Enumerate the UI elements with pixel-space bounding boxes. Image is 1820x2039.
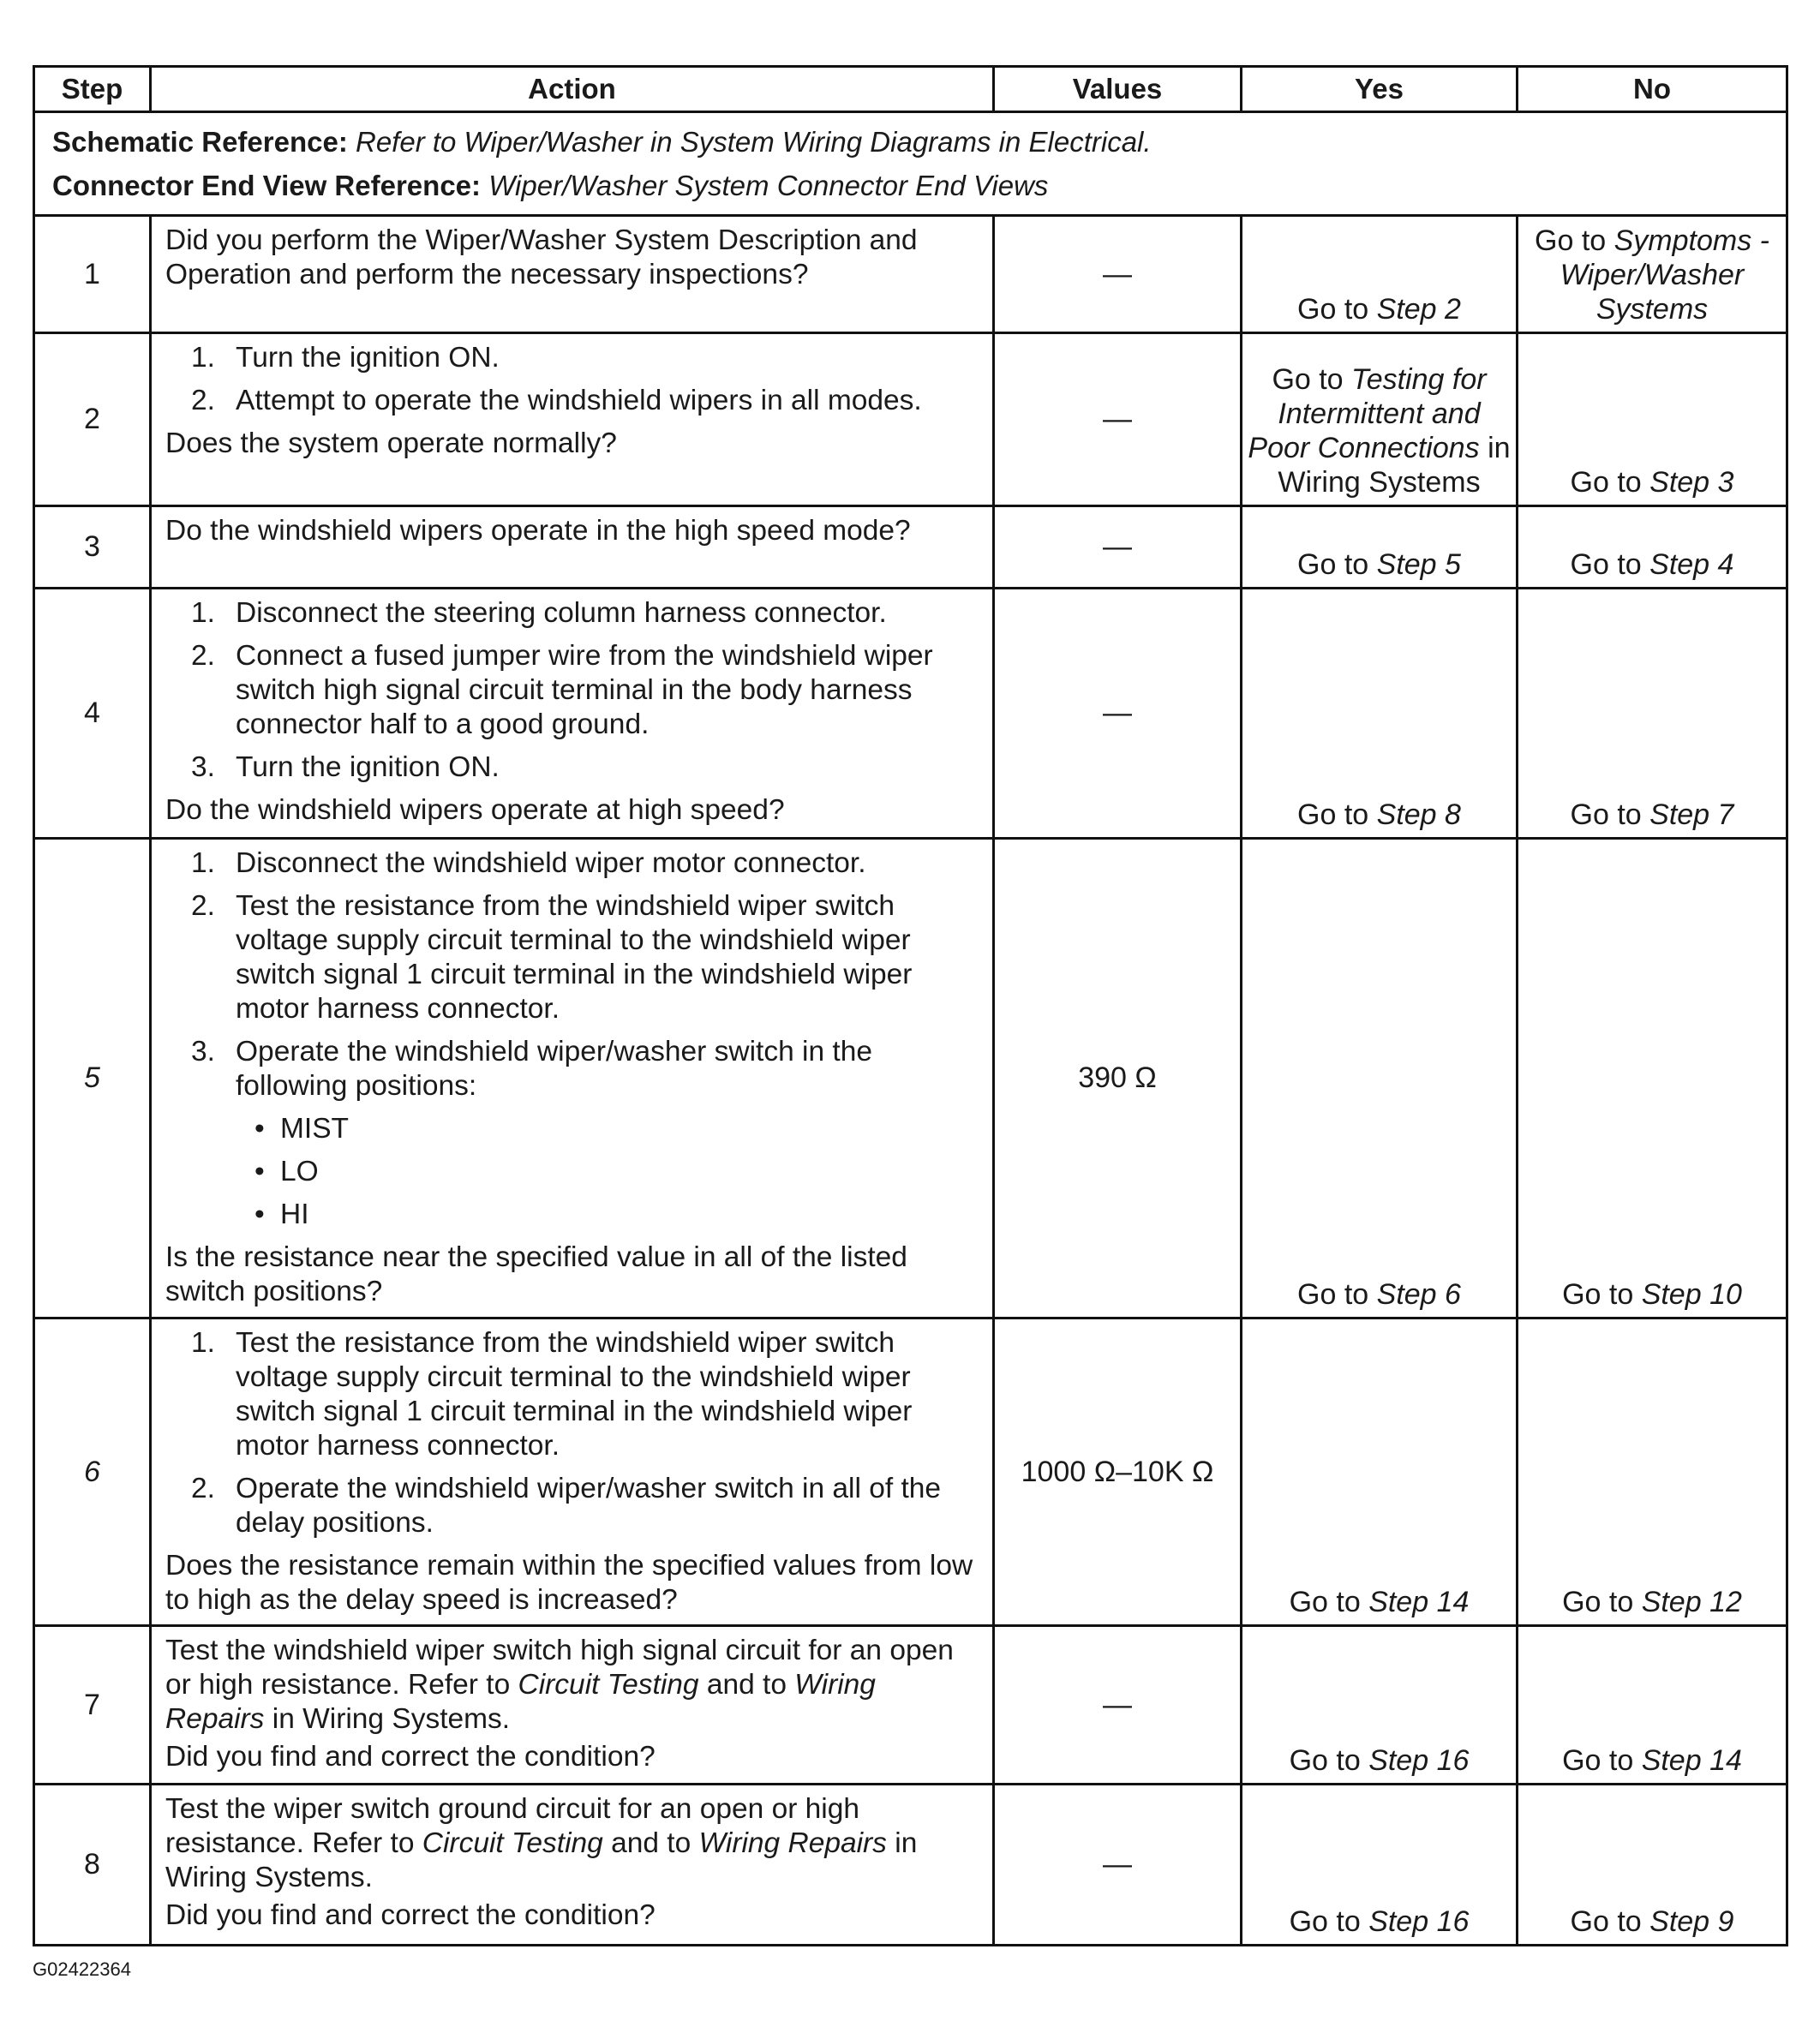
switch-positions: [236, 1112, 977, 1232]
no-segment: Step 4: [1649, 548, 1734, 581]
action-step-number: 2.: [191, 890, 215, 922]
reference-cell: [34, 112, 1787, 216]
yes-action: [1242, 1318, 1518, 1626]
header-row: [34, 67, 1787, 112]
table-row: [34, 506, 1787, 589]
action-question: Did you find and correct the condition?: [165, 1741, 656, 1773]
action-text-segment: and to: [698, 1669, 795, 1701]
header-action: Action: [151, 67, 994, 112]
action-cell: [151, 589, 994, 839]
yes-segment: Step 6: [1376, 1278, 1461, 1311]
no-segment: Go to: [1570, 548, 1650, 581]
no-action: [1518, 1318, 1787, 1626]
table-row: [34, 1318, 1787, 1626]
action-question: Do the windshield wipers operate in the high speed mode?: [165, 515, 911, 547]
action-question: Does the resistance remain within the specified values from low to high as the delay speed is increased?: [165, 1550, 973, 1616]
action-step: [165, 596, 977, 631]
action-step: [165, 846, 977, 881]
action-steps: [165, 596, 977, 785]
switch-position: [236, 1198, 977, 1232]
table-row: [34, 333, 1787, 506]
action-step: [165, 341, 977, 375]
diagnostic-document: [33, 65, 1786, 1946]
header-values: Values: [994, 67, 1242, 112]
action-cell: [151, 1785, 994, 1946]
value-cell: —: [994, 506, 1242, 589]
action-step-number: 3.: [191, 751, 215, 783]
action-question: Did you perform the Wiper/Washer System Description and Operation and perform the necessary inspections?: [165, 224, 918, 290]
no-segment: Go to: [1570, 1905, 1650, 1938]
no-segment: Go to: [1562, 1586, 1642, 1618]
action-step-text: Test the resistance from the windshield wiper switch voltage supply circuit terminal to the windshield wiper switch signal 1 circuit terminal in the windshield wiper motor harness connector.: [236, 1327, 913, 1462]
yes-segment: Step 5: [1376, 548, 1461, 581]
no-segment: Step 3: [1649, 466, 1734, 499]
table-row: [34, 1626, 1787, 1785]
action-cell: [151, 1626, 994, 1785]
no-segment: Go to: [1562, 1744, 1642, 1777]
action-text-segment: Circuit Testing: [422, 1827, 603, 1859]
header-yes: Yes: [1242, 67, 1518, 112]
action-step-number: 2.: [191, 1473, 215, 1504]
yes-segment: Go to: [1297, 293, 1377, 326]
value-cell: —: [994, 216, 1242, 333]
action-cell: [151, 506, 994, 589]
action-step-number: 1.: [191, 342, 215, 374]
action-text-segment: Circuit Testing: [518, 1669, 699, 1701]
action-step-number: 2.: [191, 385, 215, 416]
step-number: 7: [34, 1626, 151, 1785]
yes-segment: Step 16: [1368, 1744, 1470, 1777]
yes-action: [1242, 589, 1518, 839]
yes-segment: in Wiring Systems: [1278, 432, 1511, 499]
action-step: [165, 889, 977, 1026]
yes-action: [1242, 216, 1518, 333]
yes-segment: Testing for Intermittent and Poor Connections: [1248, 363, 1487, 464]
action-step-text: Attempt to operate the windshield wipers in all modes.: [236, 385, 922, 416]
action-text-segment: in Wiring Systems.: [264, 1703, 511, 1735]
action-step-number: 2.: [191, 640, 215, 672]
yes-segment: Go to: [1289, 1586, 1369, 1618]
connector-reference-label: Connector End View Reference:: [52, 170, 482, 201]
action-steps: [165, 341, 977, 418]
yes-segment: Go to: [1289, 1905, 1369, 1938]
action-text-segment: Test the wiper switch ground circuit for an open or high resistance. Refer to: [165, 1793, 860, 1859]
yes-action: [1242, 333, 1518, 506]
diagnostic-table: [33, 65, 1788, 1946]
yes-segment: Step 14: [1368, 1586, 1470, 1618]
yes-segment: Go to: [1272, 363, 1352, 396]
action-step-text: Connect a fused jumper wire from the windshield wiper switch high signal circuit terminal in the body harness connector half to a good ground.: [236, 640, 933, 740]
no-action: [1518, 839, 1787, 1318]
schematic-reference-label: Schematic Reference:: [52, 126, 348, 158]
table-row: [34, 589, 1787, 839]
action-question: Does the system operate normally?: [165, 428, 617, 459]
action-step-number: 1.: [191, 847, 215, 879]
switch-position-label: LO: [280, 1156, 319, 1187]
table-row: [34, 216, 1787, 333]
figure-code: G02422364: [33, 1958, 131, 1980]
action-step-text: Test the resistance from the windshield wiper switch voltage supply circuit terminal to the windshield wiper switch signal 1 circuit terminal in the windshield wiper motor harness connector.: [236, 890, 913, 1025]
no-segment: Step 12: [1641, 1586, 1742, 1618]
action-step: [165, 384, 977, 418]
no-segment: Go to: [1570, 798, 1650, 831]
connector-reference-text: Wiper/Washer System Connector End Views: [488, 170, 1049, 201]
action-step-text: Operate the windshield wiper/washer switch in the following positions:: [236, 1036, 872, 1102]
step-number: 6: [34, 1318, 151, 1626]
action-step: [165, 1035, 977, 1232]
no-segment: Step 14: [1641, 1744, 1742, 1777]
no-action: [1518, 1785, 1787, 1946]
value-cell: —: [994, 333, 1242, 506]
no-segment: Go to: [1570, 466, 1650, 499]
action-step: [165, 750, 977, 785]
action-steps: [165, 846, 977, 1232]
no-action: [1518, 1626, 1787, 1785]
no-segment: Symptoms - Wiper/Washer Systems: [1560, 224, 1769, 326]
step-number: 4: [34, 589, 151, 839]
yes-segment: Go to: [1297, 798, 1377, 831]
step-number: 5: [34, 839, 151, 1318]
yes-action: [1242, 839, 1518, 1318]
no-segment: Step 9: [1649, 1905, 1734, 1938]
yes-action: [1242, 1785, 1518, 1946]
schematic-reference: [52, 120, 1770, 164]
yes-segment: Go to: [1297, 1278, 1377, 1311]
action-step-number: 3.: [191, 1036, 215, 1067]
action-question: Do the windshield wipers operate at high speed?: [165, 794, 785, 826]
action-text: [165, 1792, 977, 1895]
action-text-segment: Wiring Repairs: [165, 1669, 876, 1735]
yes-segment: Step 16: [1368, 1905, 1470, 1938]
action-cell: [151, 839, 994, 1318]
action-step-text: Disconnect the steering column harness connector.: [236, 597, 887, 629]
value-cell: —: [994, 1785, 1242, 1946]
schematic-reference-text: Refer to Wiper/Washer in System Wiring Diagrams in Electrical.: [356, 126, 1152, 158]
action-question: Is the resistance near the specified value in all of the listed switch positions?: [165, 1241, 907, 1307]
action-step: [165, 1326, 977, 1463]
no-action: [1518, 589, 1787, 839]
action-text: [165, 1634, 977, 1737]
action-step-text: Turn the ignition ON.: [236, 342, 500, 374]
action-step-number: 1.: [191, 597, 215, 629]
action-step-text: Operate the windshield wiper/washer switch in all of the delay positions.: [236, 1473, 942, 1539]
action-cell: [151, 1318, 994, 1626]
yes-segment: Step 2: [1376, 293, 1461, 326]
bullet-icon: •: [254, 1199, 265, 1230]
value-cell: 1000 Ω–10K Ω: [994, 1318, 1242, 1626]
no-segment: Step 7: [1649, 798, 1734, 831]
table-row: [34, 839, 1787, 1318]
action-text-segment: Test the windshield wiper switch high signal circuit for an open or high resistance. Refer to: [165, 1635, 954, 1701]
no-action: [1518, 506, 1787, 589]
value-cell: —: [994, 589, 1242, 839]
yes-action: [1242, 1626, 1518, 1785]
no-segment: Go to: [1562, 1278, 1642, 1311]
yes-segment: Step 8: [1376, 798, 1461, 831]
action-step: [165, 1472, 977, 1540]
action-cell: [151, 216, 994, 333]
value-cell: —: [994, 1626, 1242, 1785]
step-number: 2: [34, 333, 151, 506]
switch-position: [236, 1155, 977, 1189]
table-row: [34, 1785, 1787, 1946]
no-action: [1518, 216, 1787, 333]
no-segment: Step 10: [1641, 1278, 1742, 1311]
value-cell: 390 Ω: [994, 839, 1242, 1318]
action-steps: [165, 1326, 977, 1540]
no-action: [1518, 333, 1787, 506]
step-number: 1: [34, 216, 151, 333]
action-step: [165, 639, 977, 742]
connector-end-view-reference: [52, 164, 1770, 207]
switch-position-label: MIST: [280, 1113, 350, 1145]
action-step-text: Disconnect the windshield wiper motor connector.: [236, 847, 866, 879]
header-no: No: [1518, 67, 1787, 112]
yes-segment: Go to: [1289, 1744, 1369, 1777]
switch-position: [236, 1112, 977, 1146]
switch-position-label: HI: [280, 1199, 309, 1230]
yes-action: [1242, 506, 1518, 589]
no-segment: Go to: [1535, 224, 1614, 257]
yes-segment: Go to: [1297, 548, 1377, 581]
action-step-text: Turn the ignition ON.: [236, 751, 500, 783]
action-text-segment: and to: [602, 1827, 699, 1859]
action-question: Did you find and correct the condition?: [165, 1899, 656, 1931]
action-text-segment: Wiring Repairs: [698, 1827, 887, 1859]
step-number: 3: [34, 506, 151, 589]
action-text-segment: in Wiring Systems.: [165, 1827, 918, 1893]
action-cell: [151, 333, 994, 506]
header-step: Step: [34, 67, 151, 112]
bullet-icon: •: [254, 1156, 265, 1187]
bullet-icon: •: [254, 1113, 265, 1145]
step-number: 8: [34, 1785, 151, 1946]
reference-row: [34, 112, 1787, 216]
action-step-number: 1.: [191, 1327, 215, 1359]
